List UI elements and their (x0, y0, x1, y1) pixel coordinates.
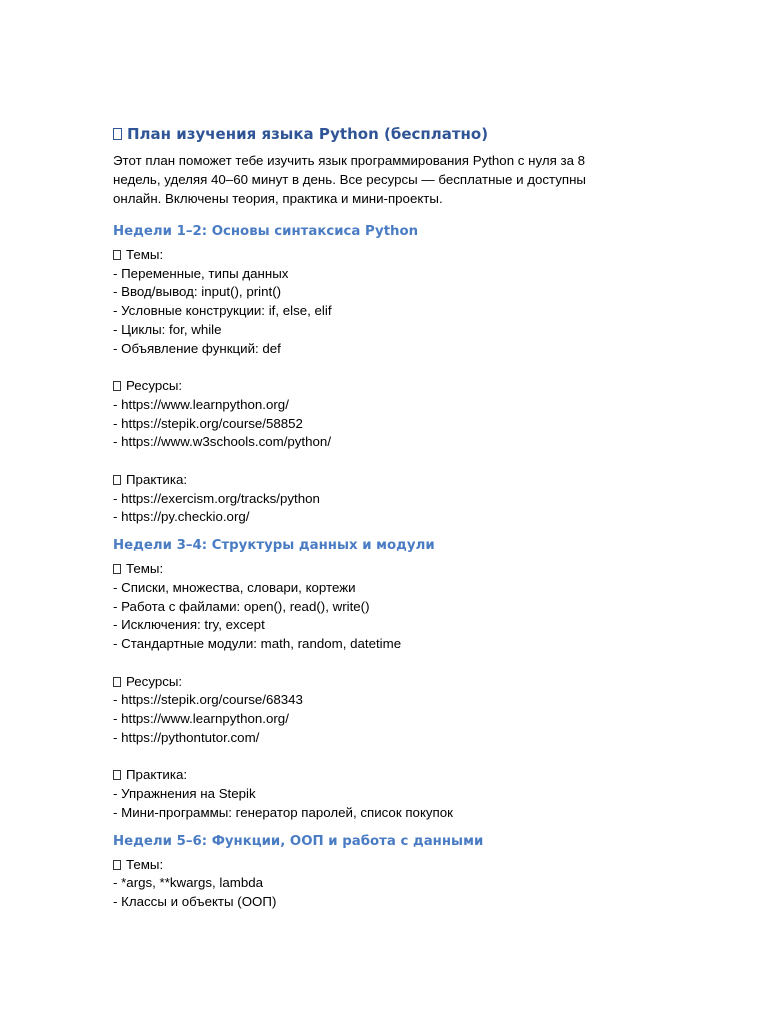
missing-glyph-icon (113, 677, 121, 687)
list-item: - Стандартные модули: math, random, datetime (113, 635, 402, 651)
group-label (113, 377, 633, 396)
list-item: - Упражнения на Stepik (113, 786, 256, 802)
missing-glyph-icon (113, 770, 121, 780)
list-item: - https://pythontutor.com/ (113, 729, 260, 745)
section-week-block (113, 221, 633, 527)
group-label (113, 673, 633, 692)
document-title (113, 123, 633, 145)
missing-glyph-icon (113, 128, 122, 140)
list-item: - Циклы: for, while (113, 321, 222, 337)
content-group (113, 766, 633, 822)
list-item: - Работа с файлами: open(), read(), write() (113, 598, 370, 614)
list-item: - https://www.w3schools.com/python/ (113, 434, 332, 450)
section-heading: Недели 5–6: Функции, ООП и работа с данными (113, 833, 484, 849)
content-group (113, 471, 633, 527)
intro-paragraph: Этот план поможет тебе изучить язык программирования Python с нуля за 8 недель, уделяя 40–60 минут в день. Все ресурсы — бесплатные и доступны онлайн. Включены теория, практика и мини-проекты. (113, 153, 586, 206)
sections-container (113, 221, 633, 912)
missing-glyph-icon (113, 475, 121, 485)
missing-glyph-icon (113, 381, 121, 391)
section-week-block (113, 535, 633, 822)
group-label (113, 246, 633, 265)
list-item: - https://stepik.org/course/68343 (113, 692, 303, 708)
list-item: - Переменные, типы данных (113, 265, 289, 281)
list-item: - Мини-программы: генератор паролей, список покупок (113, 804, 453, 820)
group-label (113, 766, 633, 785)
list-item: - Классы и объекты (ООП) (113, 893, 277, 909)
list-item: - https://py.checkio.org/ (113, 509, 250, 525)
section-heading: Недели 1–2: Основы синтаксиса Python (113, 224, 419, 239)
content-group (113, 673, 633, 748)
list-item: - Исключения: try, except (113, 617, 265, 633)
group-label (113, 471, 633, 490)
group-label-text: Практика: (126, 767, 188, 783)
list-item: - https://exercism.org/tracks/python (113, 490, 320, 506)
list-item: - *args, **kwargs, lambda (113, 875, 264, 891)
group-label-text: Ресурсы: (126, 378, 183, 394)
section-week-block (113, 831, 633, 912)
list-item: - https://www.learnpython.org/ (113, 711, 289, 727)
section-heading: Недели 3–4: Структуры данных и модули (113, 538, 435, 554)
group-label (113, 856, 633, 875)
group-label-text: Темы: (126, 561, 164, 577)
missing-glyph-icon (113, 250, 121, 260)
document-title-text: План изучения языка Python (бесплатно) (127, 125, 489, 143)
list-item: - Ввод/вывод: input(), print() (113, 284, 282, 300)
content-group (113, 560, 633, 654)
content-group (113, 246, 633, 358)
group-label-text: Темы: (126, 247, 164, 262)
content-group (113, 377, 633, 452)
list-item: - Списки, множества, словари, кортежи (113, 579, 356, 595)
content-group (113, 856, 633, 912)
group-label-text: Ресурсы: (126, 673, 183, 689)
list-item: - Объявление функций: def (113, 340, 281, 356)
group-label-text: Темы: (126, 856, 164, 872)
list-item: - https://www.learnpython.org/ (113, 396, 289, 412)
missing-glyph-icon (113, 564, 121, 574)
list-item: - https://stepik.org/course/58852 (113, 415, 303, 431)
list-item: - Условные конструкции: if, else, elif (113, 303, 332, 319)
document-content (113, 123, 633, 920)
group-label (113, 560, 633, 579)
missing-glyph-icon (113, 860, 121, 870)
group-label-text: Практика: (126, 472, 188, 488)
